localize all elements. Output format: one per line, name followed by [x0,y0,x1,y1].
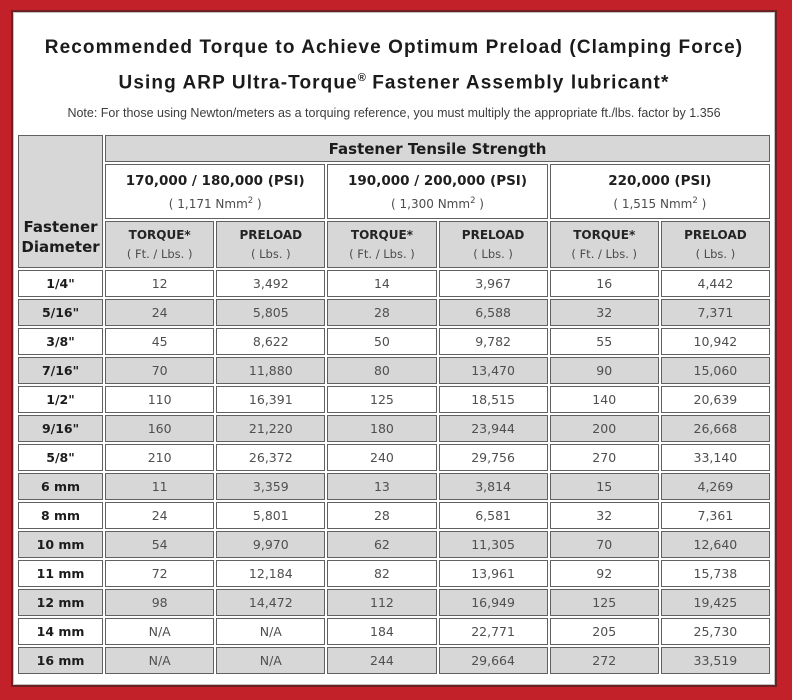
table-row [18,531,770,558]
value-cell: 110 [105,386,214,413]
value-cell: 3,492 [216,270,325,297]
value-cell: 82 [327,560,436,587]
table-row [18,328,770,355]
table-row [18,560,770,587]
value-cell: 125 [550,589,659,616]
value-cell: 12 [105,270,214,297]
nmm-value: ( 1,515 Nmm$^2$ ) [613,195,707,211]
torque-table [16,133,772,676]
value-cell: 4,269 [661,473,770,500]
value-cell: 70 [105,357,214,384]
value-cell: N/A [105,647,214,674]
value-cell: 28 [327,299,436,326]
fastener-diameter-header-line2: Diameter [21,237,100,256]
value-cell: 32 [550,502,659,529]
value-cell: 270 [550,444,659,471]
table-row [18,502,770,529]
fastener-diameter-header [18,135,103,268]
value-cell: 11,880 [216,357,325,384]
psi-value: 190,000 / 200,000 (PSI) [348,172,528,189]
value-cell: 5,805 [216,299,325,326]
diameter-cell: 1/4" [18,270,103,297]
diameter-cell: 5/16" [18,299,103,326]
preload-column-header: PRELOAD ( Lbs. ) [216,221,325,268]
value-cell: 16 [550,270,659,297]
value-cell: 13 [327,473,436,500]
value-cell: 9,970 [216,531,325,558]
value-cell: 90 [550,357,659,384]
value-cell: 70 [550,531,659,558]
diameter-cell: 11 mm [18,560,103,587]
value-cell: 15 [550,473,659,500]
title-line-2-rest: Fastener Assembly lubricant* [365,72,670,94]
value-cell: 26,372 [216,444,325,471]
value-cell: N/A [216,647,325,674]
value-cell: 9,782 [439,328,548,355]
value-cell: 23,944 [439,415,548,442]
value-cell: N/A [105,618,214,645]
value-cell: 6,581 [439,502,548,529]
torque-column-header: TORQUE* ( Ft. / Lbs. ) [550,221,659,268]
value-cell: 29,756 [439,444,548,471]
value-cell: 11,305 [439,531,548,558]
nmm-value: ( 1,300 Nmm$^2$ ) [391,195,484,211]
table-row [18,270,770,297]
value-cell: 13,961 [439,560,548,587]
torque-column-header: TORQUE* ( Ft. / Lbs. ) [327,221,436,268]
psi-value: 220,000 (PSI) [608,172,712,189]
note-text: Note: For those using Newton/meters as a torquing reference, you must multiply the appropriate ft./lbs. factor by 1.356 [67,106,721,121]
value-cell: 98 [105,589,214,616]
diameter-cell: 5/8" [18,444,103,471]
value-cell: 210 [105,444,214,471]
preload-column-header: PRELOAD ( Lbs. ) [661,221,770,268]
value-cell: N/A [216,618,325,645]
value-cell: 22,771 [439,618,548,645]
value-cell: 50 [327,328,436,355]
table-row [18,357,770,384]
diameter-cell: 10 mm [18,531,103,558]
value-cell: 5,801 [216,502,325,529]
psi-header-row [18,164,770,219]
value-cell: 11 [105,473,214,500]
psi-header-190-200 [327,164,547,219]
table-row [18,415,770,442]
value-cell: 80 [327,357,436,384]
value-cell: 21,220 [216,415,325,442]
table-body [18,270,770,674]
value-cell: 14,472 [216,589,325,616]
value-cell: 240 [327,444,436,471]
value-cell: 125 [327,386,436,413]
value-cell: 72 [105,560,214,587]
value-cell: 6,588 [439,299,548,326]
value-cell: 272 [550,647,659,674]
value-cell: 244 [327,647,436,674]
table-row [18,647,770,674]
value-cell: 28 [327,502,436,529]
value-cell: 55 [550,328,659,355]
value-cell: 15,060 [661,357,770,384]
value-cell: 24 [105,502,214,529]
value-cell: 180 [327,415,436,442]
value-cell: 205 [550,618,659,645]
value-cell: 184 [327,618,436,645]
diameter-cell: 6 mm [18,473,103,500]
value-cell: 45 [105,328,214,355]
torque-column-header: TORQUE* ( Ft. / Lbs. ) [105,221,214,268]
value-cell: 7,371 [661,299,770,326]
value-cell: 62 [327,531,436,558]
tensile-header-row [18,135,770,162]
value-cell: 112 [327,589,436,616]
value-cell: 3,814 [439,473,548,500]
diameter-cell: 7/16" [18,357,103,384]
registered-trademark-symbol: ® [357,72,366,84]
preload-column-header: PRELOAD ( Lbs. ) [439,221,548,268]
table-row [18,618,770,645]
fastener-diameter-header-line1: Fastener [23,218,98,237]
diameter-cell: 12 mm [18,589,103,616]
value-cell: 54 [105,531,214,558]
column-header-row [18,221,770,268]
value-cell: 160 [105,415,214,442]
table-row [18,589,770,616]
value-cell: 25,730 [661,618,770,645]
value-cell: 18,515 [439,386,548,413]
value-cell: 4,442 [661,270,770,297]
diameter-cell: 1/2" [18,386,103,413]
value-cell: 20,639 [661,386,770,413]
diameter-cell: 9/16" [18,415,103,442]
diameter-cell: 3/8" [18,328,103,355]
table-row [18,473,770,500]
value-cell: 140 [550,386,659,413]
title-line-1: Recommended Torque to Achieve Optimum Preload (Clamping Force) [44,37,744,58]
table-row [18,444,770,471]
value-cell: 16,391 [216,386,325,413]
value-cell: 14 [327,270,436,297]
value-cell: 24 [105,299,214,326]
table-row [18,386,770,413]
psi-value: 170,000 / 180,000 (PSI) [125,172,305,189]
psi-header-220 [550,164,770,219]
value-cell: 15,738 [661,560,770,587]
table-row [18,299,770,326]
diameter-cell: 16 mm [18,647,103,674]
value-cell: 32 [550,299,659,326]
value-cell: 12,640 [661,531,770,558]
value-cell: 29,664 [439,647,548,674]
diameter-cell: 14 mm [18,618,103,645]
content-area [11,10,777,687]
diameter-cell: 8 mm [18,502,103,529]
value-cell: 7,361 [661,502,770,529]
page-title [13,33,775,98]
title-line-2-text: Using ARP Ultra-Torque [118,72,358,94]
title-line-2 [13,63,775,98]
value-cell: 92 [550,560,659,587]
value-cell: 33,519 [661,647,770,674]
value-cell: 200 [550,415,659,442]
value-cell: 3,359 [216,473,325,500]
value-cell: 26,668 [661,415,770,442]
value-cell: 8,622 [216,328,325,355]
psi-header-170-180 [105,164,325,219]
value-cell: 3,967 [439,270,548,297]
tensile-strength-header: Fastener Tensile Strength [105,135,770,162]
value-cell: 33,140 [661,444,770,471]
value-cell: 12,184 [216,560,325,587]
value-cell: 13,470 [439,357,548,384]
value-cell: 10,942 [661,328,770,355]
nmm-value: ( 1,171 Nmm$^2$ ) [168,195,262,211]
value-cell: 16,949 [439,589,548,616]
value-cell: 19,425 [661,589,770,616]
